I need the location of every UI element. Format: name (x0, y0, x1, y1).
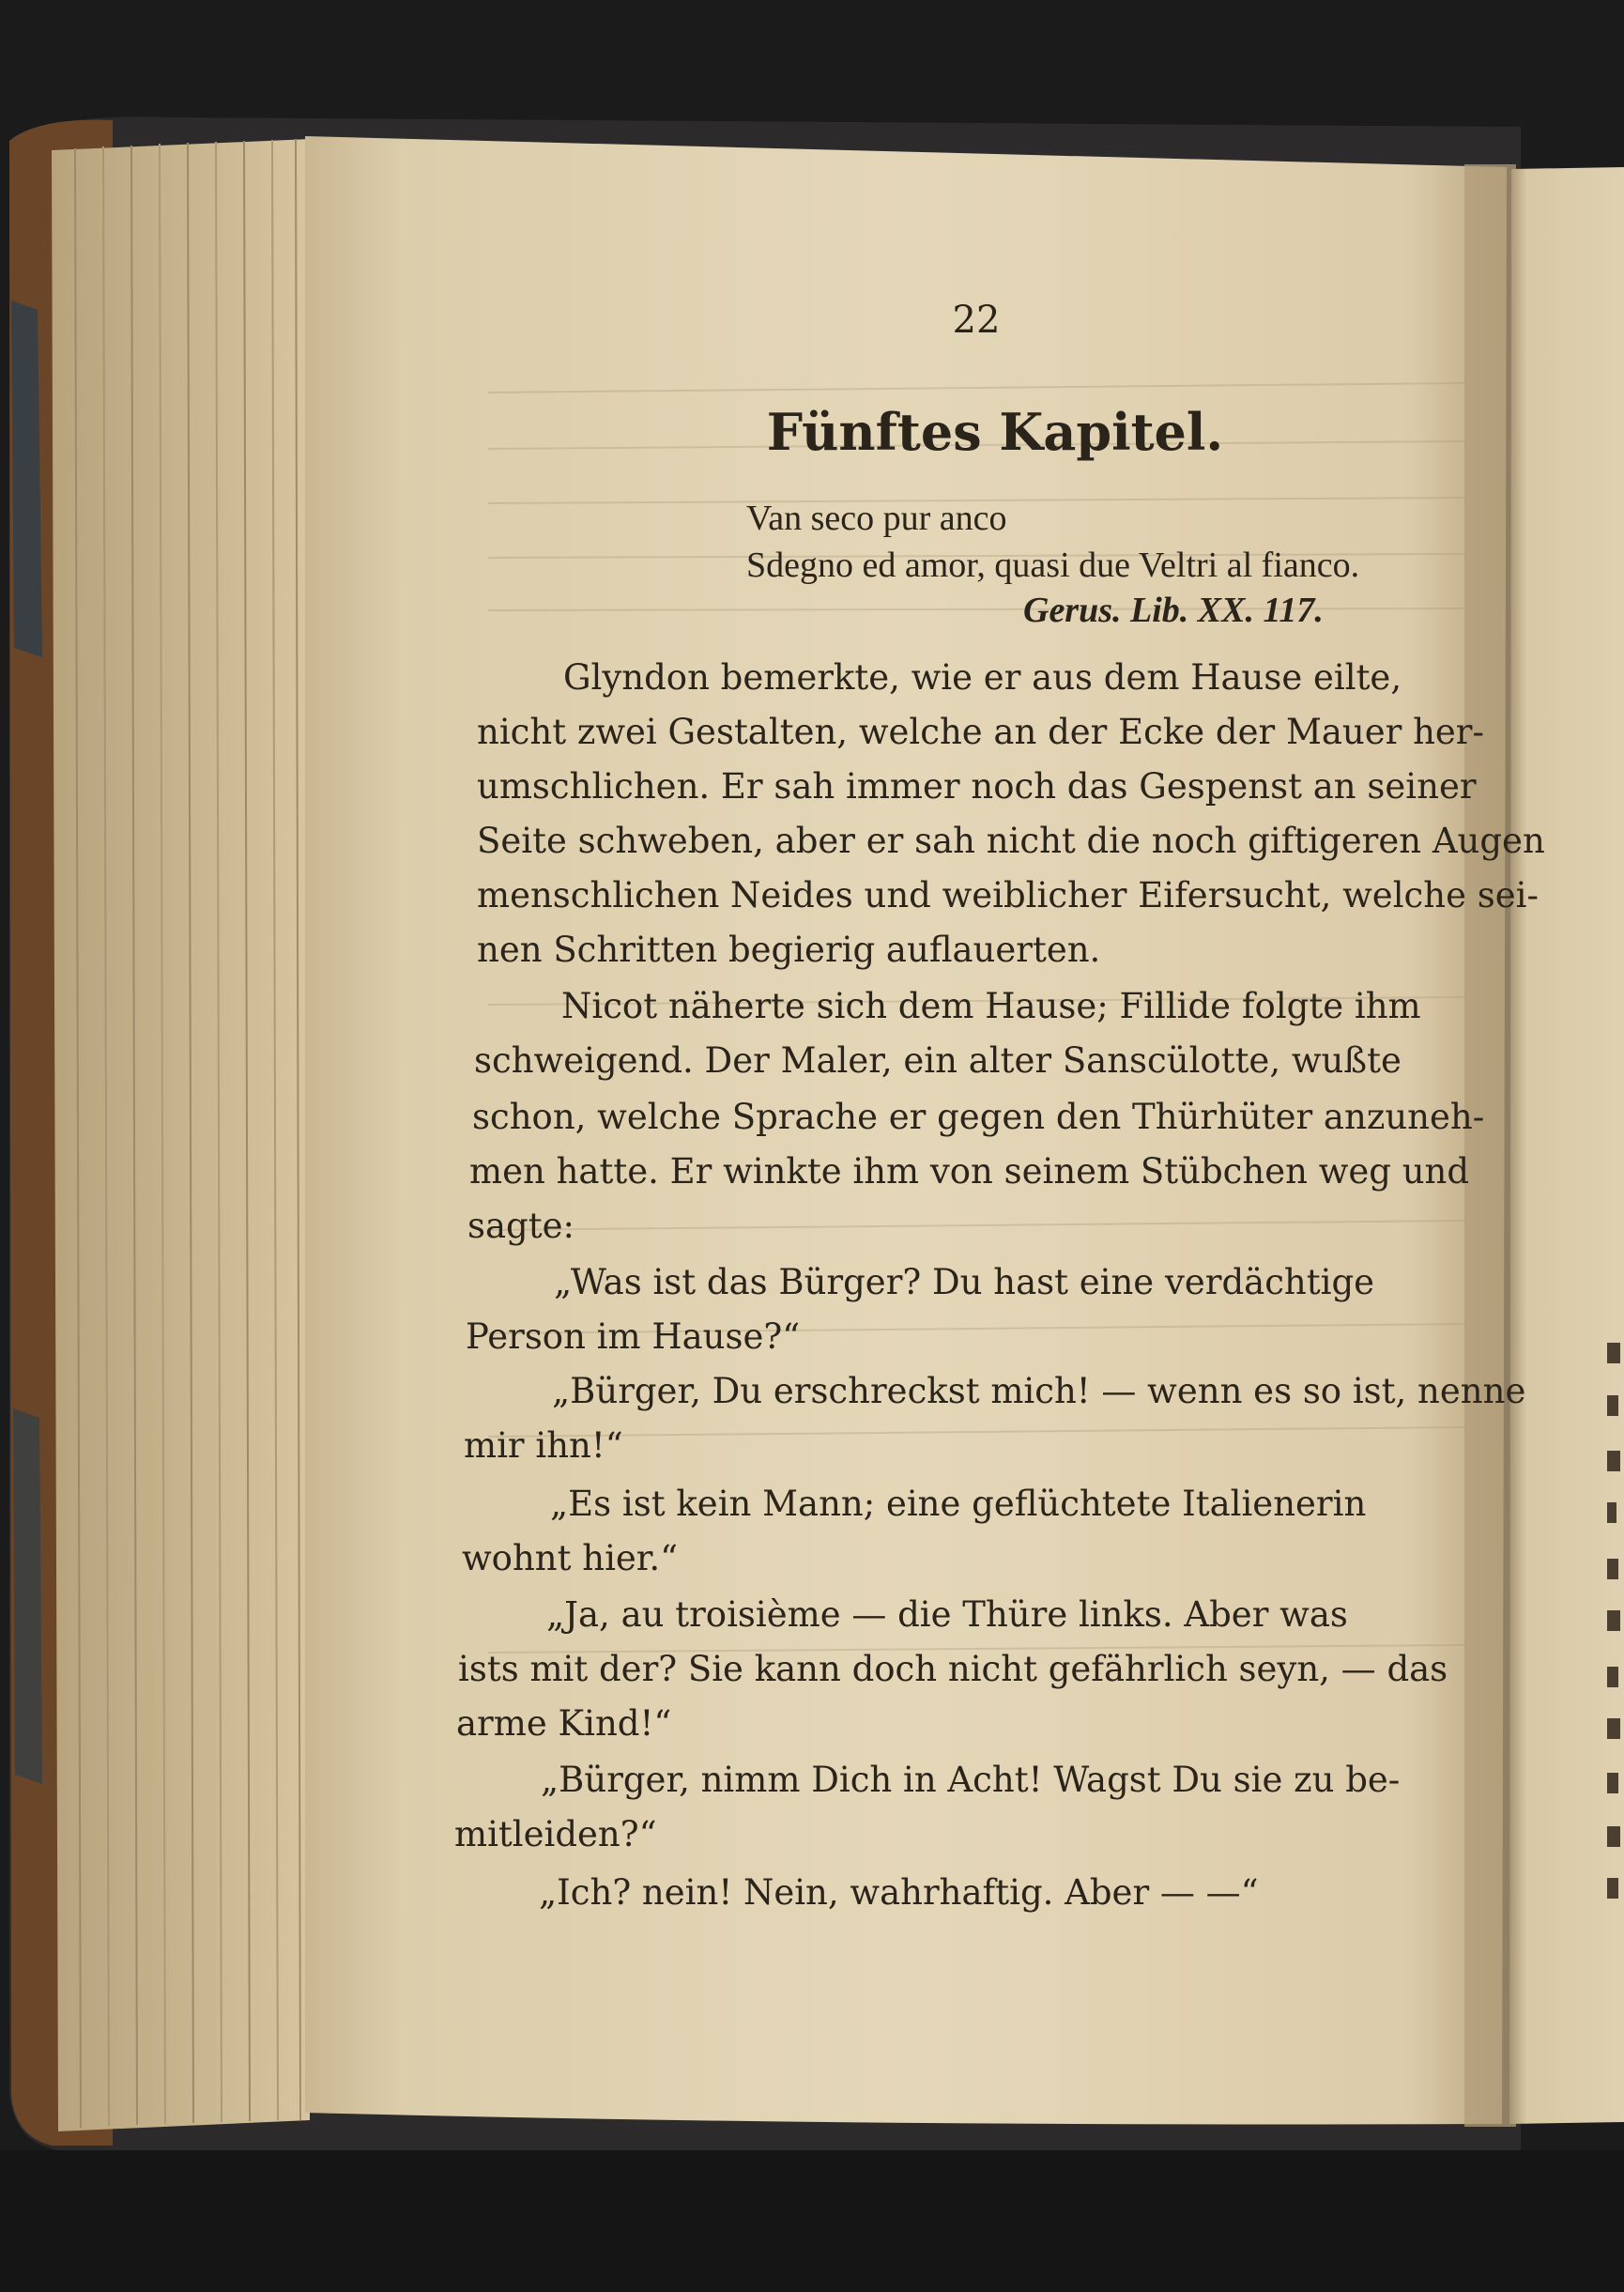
epigraph-line-1: Van seco pur anco (746, 499, 1007, 538)
body-line: „Bürger, Du erschreckst mich! — wenn es so ist, nenne (552, 1371, 1526, 1411)
body-line: Seite schweben, aber er sah nicht die noch giftigeren Augen (477, 821, 1545, 861)
body-line: schweigend. Der Maler, ein alter Sanscülotte, wußte (474, 1040, 1402, 1081)
body-line: arme Kind!“ (456, 1703, 672, 1744)
body-line: mir ihn!“ (464, 1425, 623, 1466)
body-line: umschlichen. Er sah immer noch das Gespenst an seiner (477, 766, 1477, 807)
body-line: Person im Hause?“ (466, 1316, 801, 1357)
body-line: nen Schritten begierig auflauerten. (477, 930, 1101, 970)
body-line: sagte: (467, 1206, 575, 1246)
body-line: „Was ist das Bürger? Du hast eine verdächtige (554, 1262, 1375, 1302)
epigraph-source: Gerus. Lib. XX. 117. (1023, 591, 1324, 630)
epigraph-line-2: Sdegno ed amor, quasi due Veltri al fianco. (746, 546, 1360, 585)
body-line: „Ja, au troisième — die Thüre links. Aber was (546, 1594, 1348, 1635)
body-line: Nicot näherte sich dem Hause; Fillide folgte ihm (561, 986, 1421, 1026)
body-line: ists mit der? Sie kann doch nicht gefährlich seyn, — das (458, 1649, 1448, 1689)
body-line: men hatte. Er winkte ihm von seinem Stübchen weg und (469, 1151, 1470, 1192)
body-line: „Es ist kein Mann; eine geflüchtete Italienerin (550, 1484, 1367, 1524)
page-number: 22 (952, 299, 1001, 342)
body-line: nicht zwei Gestalten, welche an der Ecke der Mauer her- (477, 712, 1484, 752)
body-line: schon, welche Sprache er gegen den Thürhüter anzuneh- (472, 1097, 1485, 1137)
body-line: „Bürger, nimm Dich in Acht! Wagst Du sie zu be- (541, 1760, 1401, 1800)
body-line: mitleiden?“ (454, 1814, 657, 1854)
chapter-title: Fünftes Kapitel. (766, 402, 1224, 462)
body-line: menschlichen Neides und weiblicher Eifersucht, welche sei- (477, 875, 1539, 915)
body-line: wohnt hier.“ (462, 1538, 679, 1578)
body-line: Glyndon bemerkte, wie er aus dem Hause eilte, (563, 657, 1402, 698)
body-line: „Ich? nein! Nein, wahrhaftig. Aber — —“ (539, 1872, 1259, 1913)
